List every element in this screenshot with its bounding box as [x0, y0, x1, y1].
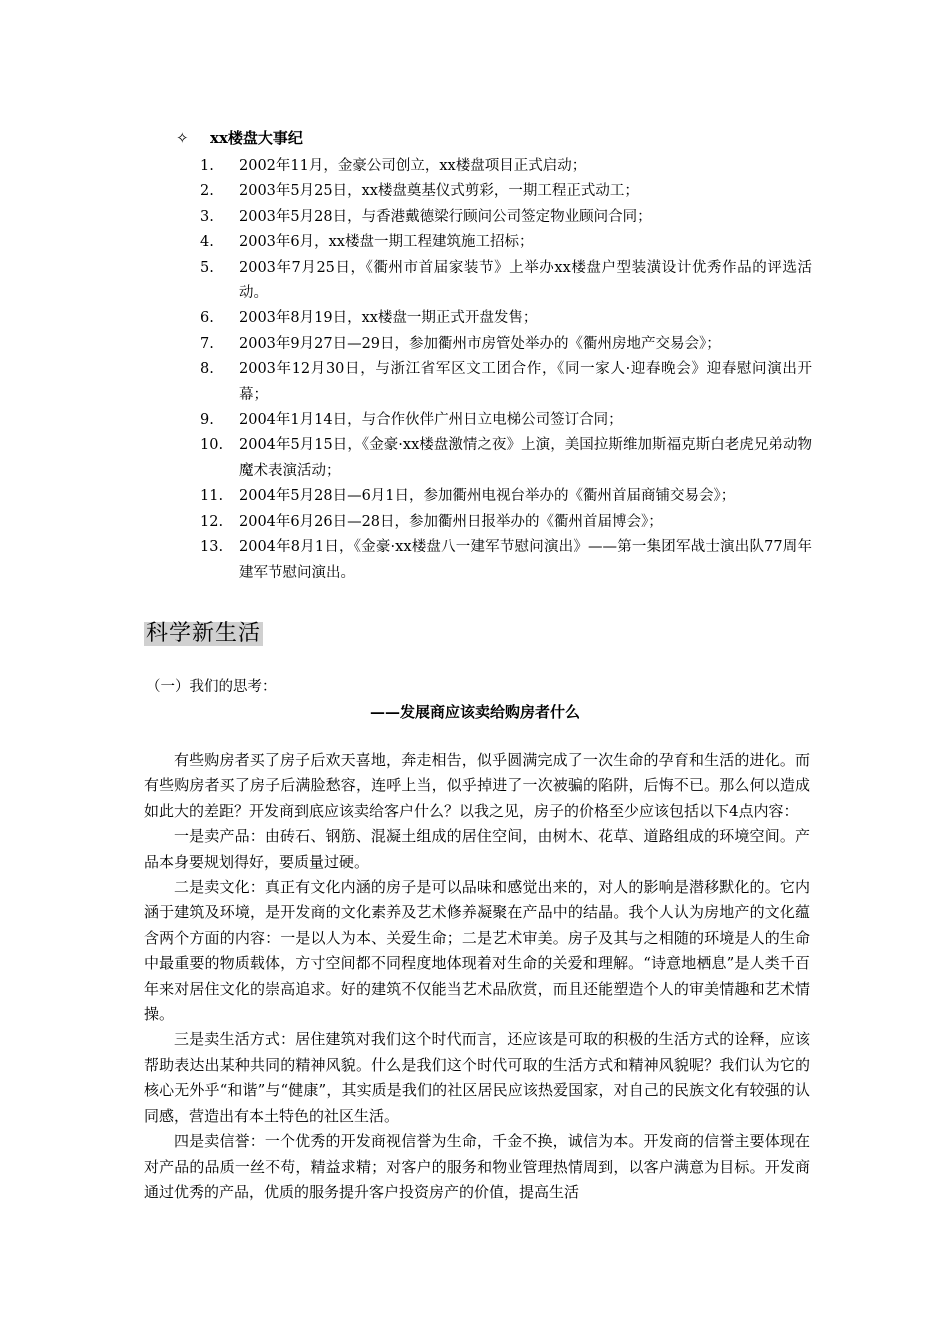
list-item-text: 2003年5月28日，与香港戴德梁行顾问公司签定物业顾问合同；	[239, 208, 652, 225]
list-item-number: 8.	[200, 361, 214, 378]
list-item-number: 10.	[200, 437, 224, 454]
list-item-text: 2003年6月，xx楼盘一期工程建筑施工招标；	[239, 234, 534, 251]
list-item-number: 4.	[200, 234, 214, 251]
list-item	[200, 535, 812, 586]
list-item-text: 2003年5月25日，xx楼盘奠基仪式剪彩，一期工程正式动工；	[239, 183, 639, 200]
list-item-number: 9.	[200, 412, 214, 429]
list-item	[200, 179, 812, 204]
list-item-text: 2003年7月25日，《衢州市首届家装节》上举办xx楼盘户型装潢设计优秀作品的评选活动。	[239, 259, 812, 302]
diamond-bullet-icon: ✧	[176, 129, 189, 147]
list-item	[200, 154, 812, 179]
list-item	[200, 357, 812, 408]
list-item	[200, 408, 812, 433]
list-item-text: 2004年6月26日—28日，参加衢州日报举办的《衢州首届博会》；	[239, 513, 663, 530]
paragraph: 三是卖生活方式：居住建筑对我们这个时代而言，还应该是可取的积极的生活方式的诠释，应该帮助表达出某种共同的精神风貌。什么是我们这个时代可取的生活方式和精神风貌呢？我们认为它的核心无外乎“和谐”与“健康”，其实质是我们的社区居民应该热爱国家，对自己的民族文化有较强的认同感，营造出有本土特色的社区生活。	[144, 1030, 810, 1125]
list-item	[200, 484, 812, 509]
section-title: 科学新生活	[146, 621, 262, 646]
list-item-text: 2003年8月19日，xx楼盘一期正式开盘发售；	[239, 310, 538, 327]
list-item-text: 2002年11月，金豪公司创立，xx楼盘项目正式启动；	[239, 158, 587, 174]
list-item	[200, 256, 812, 307]
paragraph: 有些购房者买了房子后欢天喜地，奔走相告，似乎圆满完成了一次生命的孕育和生活的进化。而有些购房者买了房子后满脸愁容，连呼上当，似乎掉进了一次被骗的陷阱，后悔不已。那么何以造成如此大的差距？开发商到底应该卖给客户什么？以我之见，房子的价格至少应该包括以下4点内容：	[144, 751, 810, 820]
list-item-number: 3.	[200, 208, 214, 225]
list-item-text: 2003年9月27日—29日，参加衢州市房管处举办的《衢州房地产交易会》；	[239, 335, 721, 352]
timeline-heading	[176, 128, 303, 148]
paragraph: 一是卖产品：由砖石、钢筋、混凝土组成的居住空间，由树木、花草、道路组成的环境空间。产品本身要规划得好，要质量过硬。	[144, 827, 810, 871]
list-item	[200, 205, 812, 230]
list-item-number: 6.	[200, 310, 214, 327]
list-item-number: 2.	[200, 183, 214, 200]
list-item-text: 2004年8月1日，《金豪·xx楼盘八一建军节慰问演出》——第一集团军战士演出队77周年建军节慰问演出。	[239, 539, 812, 581]
list-item-number: 5.	[200, 259, 214, 276]
subtitle: ——发展商应该卖给购房者什么	[369, 703, 580, 721]
list-item-number: 13.	[200, 539, 224, 556]
list-item	[200, 332, 812, 357]
list-item-number: 7.	[200, 335, 214, 352]
list-item	[200, 306, 812, 331]
sub-heading: （一）我们的思考：	[146, 679, 277, 695]
list-item-text: 2003年12月30日，与浙江省军区文工团合作，《同一家人·迎春晚会》迎春慰问演出开幕；	[239, 361, 812, 403]
list-item-text: 2004年1月14日，与合作伙伴广州日立电梯公司签订合同；	[239, 412, 623, 429]
paragraph: 四是卖信誉：一个优秀的开发商视信誉为生命，千金不换，诚信为本。开发商的信誉主要体现在对产品的品质一丝不苟，精益求精；对客户的服务和物业管理热情周到，以客户满意为目标。开发商通过优秀的产品，优质的服务提升客户投资房产的价值，提高生活	[144, 1132, 810, 1201]
timeline-list	[200, 154, 812, 586]
list-item-number: 12.	[200, 513, 224, 530]
list-item-number: 11.	[200, 488, 224, 505]
list-item-text: 2004年5月15日，《金豪·xx楼盘激情之夜》上演，美国拉斯维加斯福克斯白老虎兄弟动物魔术表演活动；	[239, 437, 812, 479]
timeline-heading-text: xx楼盘大事纪	[210, 129, 303, 147]
list-item	[200, 510, 812, 535]
body-text	[144, 748, 810, 1205]
list-item	[200, 230, 812, 255]
paragraph: 二是卖文化：真正有文化内涵的房子是可以品味和感觉出来的，对人的影响是潜移默化的。它内涵于建筑及环境，是开发商的文化素养及艺术修养凝聚在产品中的结晶。我个人认为房地产的文化蕴含两个方面的内容：一是以人为本、关爱生命；二是艺术审美。房子及其与之相随的环境是人的生命中最重要的物质载体，方寸空间都不同程度地体现着对生命的关爱和理解。“诗意地栖息”是人类千百年来对居住文化的崇高追求。好的建筑不仅能当艺术品欣赏，而且还能塑造个人的审美情趣和艺术情操。	[144, 878, 810, 1024]
list-item	[200, 433, 812, 484]
list-item-text: 2004年5月28日—6月1日，参加衢州电视台举办的《衢州首届商铺交易会》；	[239, 488, 736, 505]
list-item-number: 1.	[200, 158, 214, 174]
